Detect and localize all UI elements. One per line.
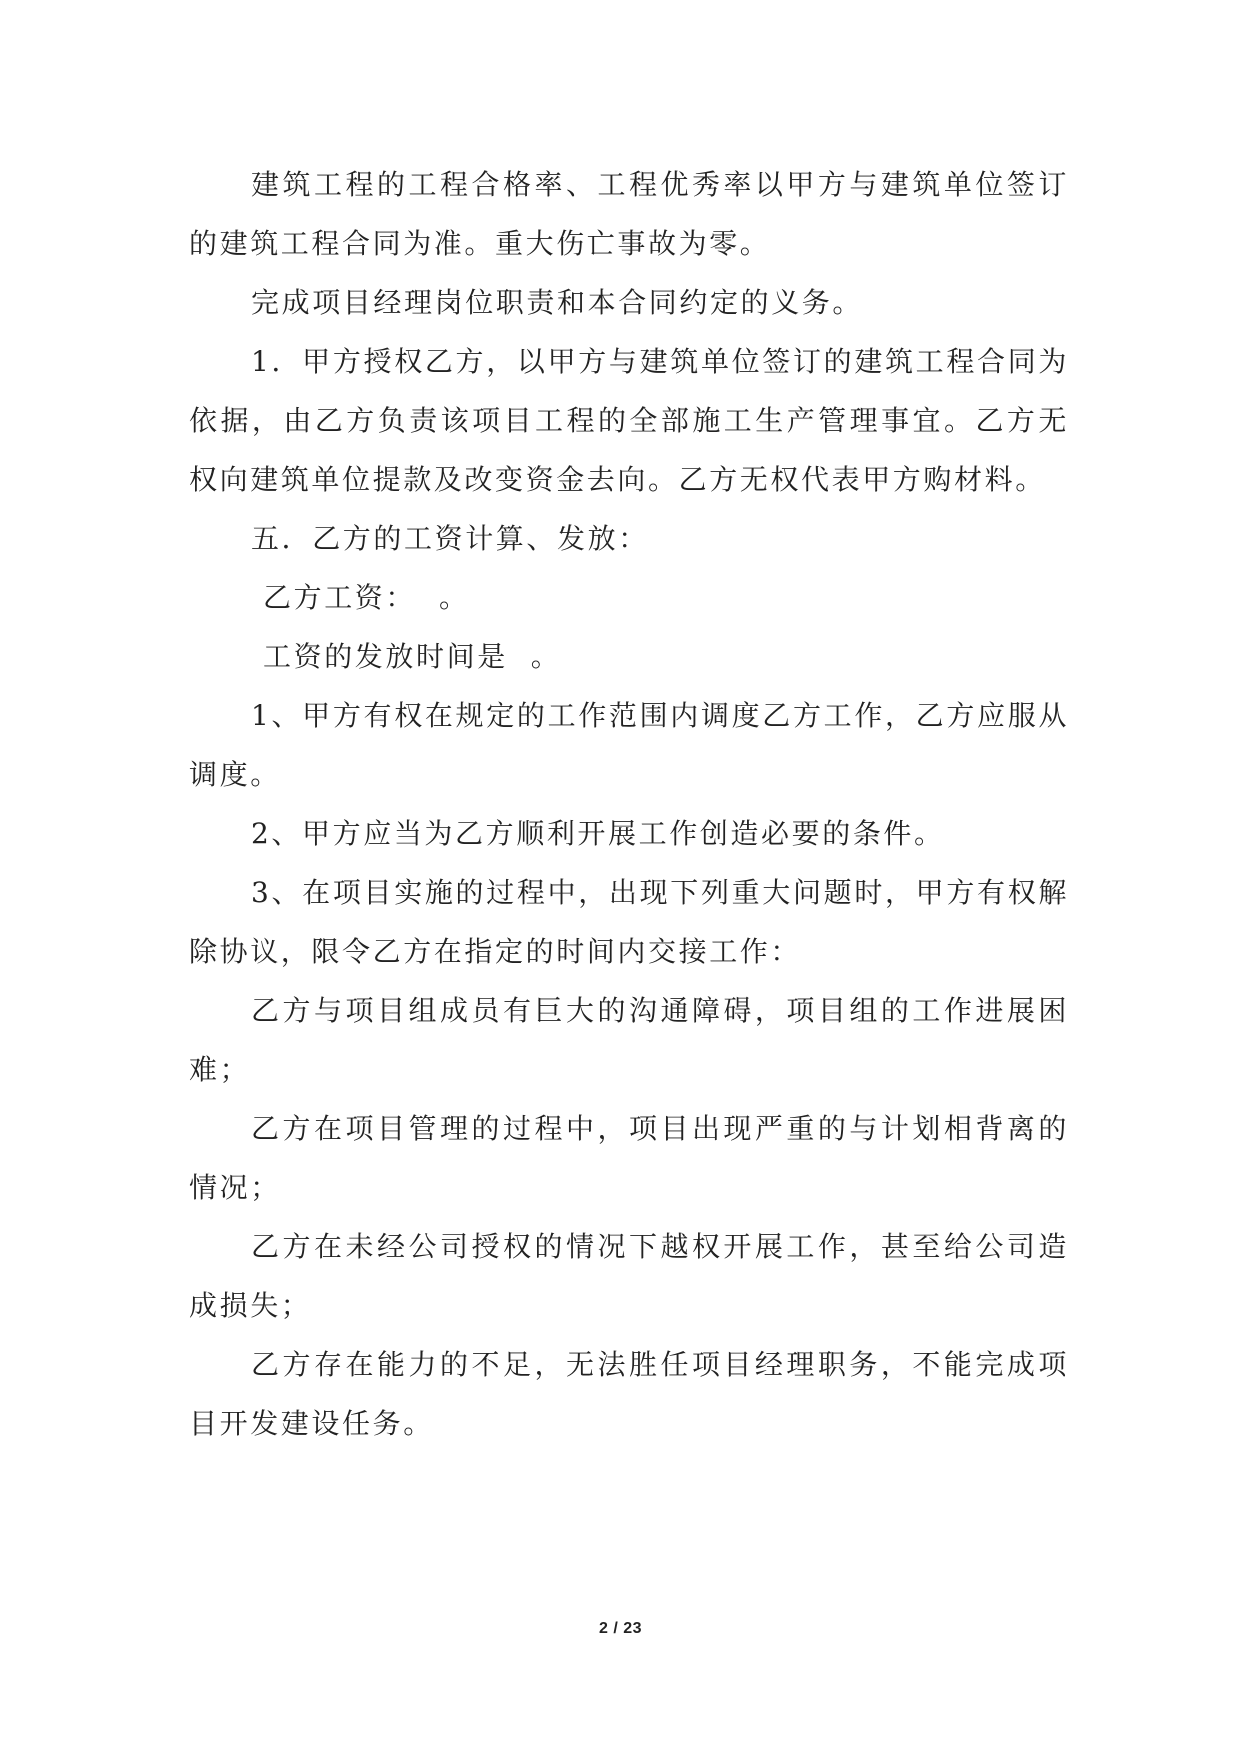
paragraph-project-standard: 建筑工程的工程合格率、工程优秀率以甲方与建筑单位签订的建筑工程合同为准。重大伤亡事故为零。 xyxy=(189,168,1069,260)
paragraph-right-to-schedule: 1、甲方有权在规定的工作范围内调度乙方工作，乙方应服从调度。 xyxy=(189,699,1069,791)
paragraph-authorization: 1．甲方授权乙方，以甲方与建筑单位签订的建筑工程合同为依据，由乙方负责该项目工程的全部施工生产管理事宜。乙方无权向建筑单位提款及改变资金去向。乙方无权代表甲方购材料。 xyxy=(189,345,1069,496)
paragraph-condition-overreach: 乙方在未经公司授权的情况下越权开展工作，甚至给公司造成损失； xyxy=(189,1230,1069,1322)
paragraph-condition-incompetence: 乙方存在能力的不足，无法胜任项目经理职务，不能完成项目开发建设任务。 xyxy=(189,1348,1069,1440)
paragraph-termination-conditions: 3、在项目实施的过程中，出现下列重大问题时，甲方有权解除协议，限令乙方在指定的时间内交接工作： xyxy=(189,876,1069,968)
paragraph-salary-time: 工资的发放时间是 。 xyxy=(263,640,562,673)
section-heading-salary: 五．乙方的工资计算、发放： xyxy=(251,522,649,555)
page-number: 2 / 23 xyxy=(598,1620,643,1637)
paragraph-salary-amount: 乙方工资： 。 xyxy=(263,581,470,614)
paragraph-condition-communication: 乙方与项目组成员有巨大的沟通障碍，项目组的工作进展困难； xyxy=(189,994,1069,1086)
paragraph-provide-conditions: 2、甲方应当为乙方顺利开展工作创造必要的条件。 xyxy=(251,817,945,850)
paragraph-condition-deviation: 乙方在项目管理的过程中，项目出现严重的与计划相背离的情况； xyxy=(189,1112,1069,1204)
document-body xyxy=(189,155,1069,1453)
paragraph-duties: 完成项目经理岗位职责和本合同约定的义务。 xyxy=(251,286,864,319)
